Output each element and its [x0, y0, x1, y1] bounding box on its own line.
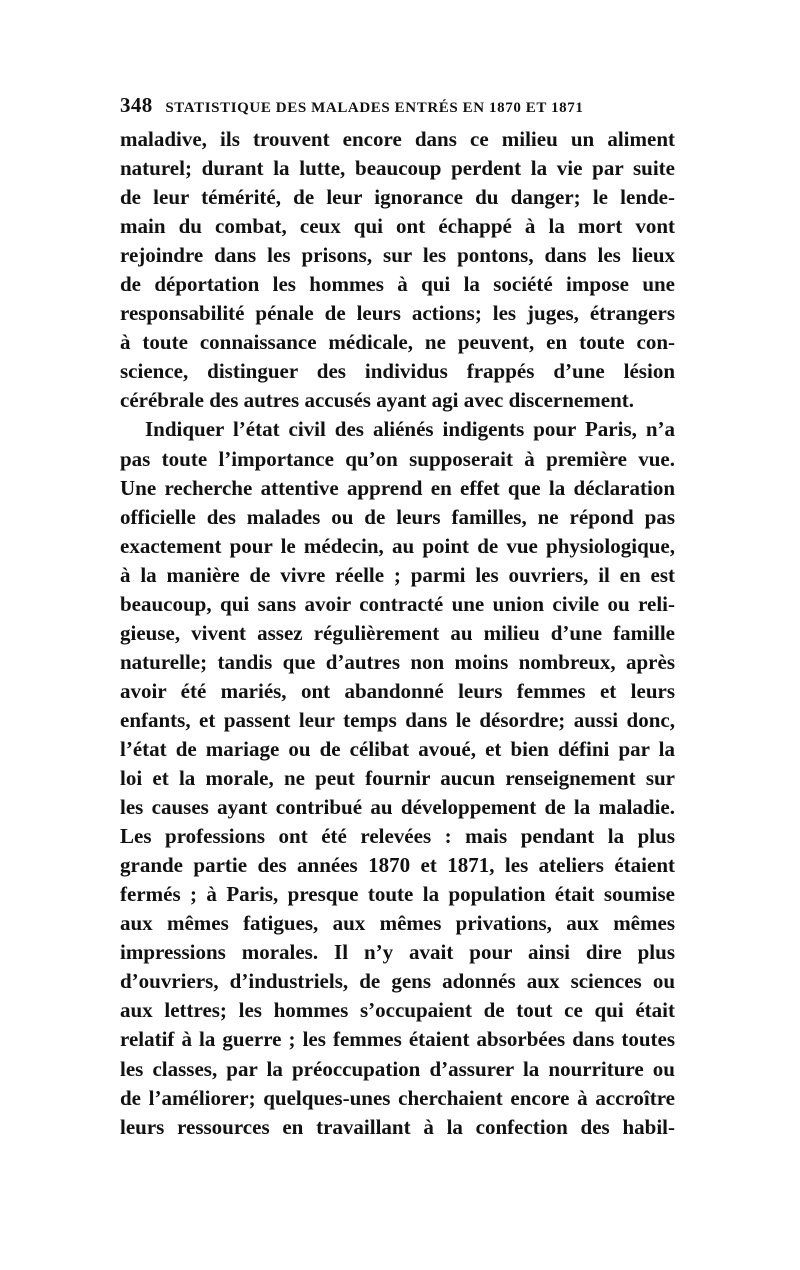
- text-line: Une recherche attentive apprend en effet que la déclaration: [120, 475, 675, 500]
- text-line: fermés ; à Paris, presque toute la population était soumise: [120, 882, 675, 907]
- text-line: loi et la morale, ne peut fournir aucun renseignement sur: [120, 766, 675, 791]
- text-line: les causes ayant contribué au développement de la maladie.: [120, 795, 675, 820]
- text-line: à la manière de vivre réelle ; parmi les ouvriers, il en est: [120, 562, 675, 587]
- text-line: science, distinguer des individus frappés d’une lésion: [120, 359, 675, 384]
- page-header: [120, 93, 680, 121]
- text-line: rejoindre dans les prisons, sur les pontons, dans les lieux: [120, 243, 675, 268]
- text-line: avoir été mariés, ont abandonné leurs femmes et leurs: [120, 678, 675, 703]
- text-line: à toute connaissance médicale, ne peuvent, en toute con-: [120, 330, 675, 355]
- text-line: enfants, et passent leur temps dans le désordre; aussi donc,: [120, 707, 675, 732]
- text-line: beaucoup, qui sans avoir contracté une union civile ou reli-: [120, 591, 675, 616]
- text-line: Indiquer l’état civil des aliénés indigents pour Paris, n’a: [145, 417, 675, 442]
- text-line: les classes, par la préoccupation d’assurer la nourriture ou: [120, 1056, 675, 1081]
- text-line: l’état de mariage ou de célibat avoué, et bien défini par la: [120, 736, 675, 761]
- text-line: aux mêmes fatigues, aux mêmes privations, aux mêmes: [120, 911, 675, 936]
- text-line: de leur témérité, de leur ignorance du danger; le lende-: [120, 185, 675, 210]
- text-line: grande partie des années 1870 et 1871, les ateliers étaient: [120, 853, 675, 878]
- text-line: naturelle; tandis que d’autres non moins nombreux, après: [120, 649, 675, 674]
- text-line: cérébrale des autres accusés ayant agi avec discernement.: [120, 388, 634, 413]
- text-line: main du combat, ceux qui ont échappé à la mort vont: [120, 214, 675, 239]
- text-line: leurs ressources en travaillant à la confection des habil-: [120, 1114, 675, 1139]
- text-line: Les professions ont été relevées : mais pendant la plus: [120, 824, 675, 849]
- text-line: de l’améliorer; quelques-unes cherchaient encore à accroître: [120, 1085, 675, 1110]
- text-line: naturel; durant la lutte, beaucoup perdent la vie par suite: [120, 156, 675, 181]
- text-line: d’ouvriers, d’industriels, de gens adonnés aux sciences ou: [120, 969, 675, 994]
- body-text: [120, 125, 675, 1142]
- running-title: STATISTIQUE DES MALADES ENTRÉS EN 1870 ET 1871: [165, 100, 584, 116]
- text-line: pas toute l’importance qu’on supposerait à première vue.: [120, 446, 675, 471]
- text-line: gieuse, vivent assez régulièrement au milieu d’une famille: [120, 620, 675, 645]
- text-line: impressions morales. Il n’y avait pour ainsi dire plus: [120, 940, 675, 965]
- text-line: responsabilité pénale de leurs actions; les juges, étrangers: [120, 301, 675, 326]
- text-line: relatif à la guerre ; les femmes étaient absorbées dans toutes: [120, 1027, 675, 1052]
- text-line: exactement pour le médecin, au point de vue physiologique,: [120, 533, 675, 558]
- text-line: de déportation les hommes à qui la société impose une: [120, 272, 675, 297]
- text-line: maladive, ils trouvent encore dans ce milieu un aliment: [120, 127, 675, 151]
- page-number: 348: [120, 93, 153, 117]
- text-line: aux lettres; les hommes s’occupaient de tout ce qui était: [120, 998, 675, 1023]
- text-line: officielle des malades ou de leurs familles, ne répond pas: [120, 504, 675, 529]
